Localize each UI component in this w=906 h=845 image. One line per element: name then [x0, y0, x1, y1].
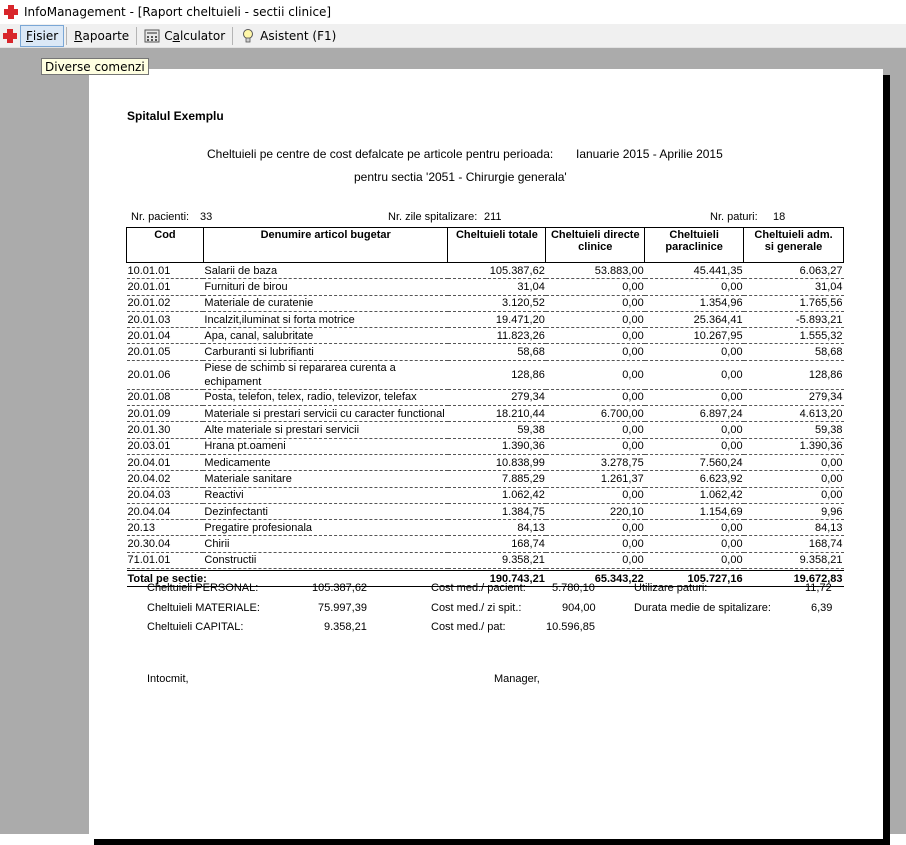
manager-label: Manager, [494, 673, 540, 685]
cell-den: Alte materiale si prestari servicii [203, 422, 448, 438]
cell-tot: 7.885,29 [448, 471, 546, 487]
cell-adm: -5.893,21 [744, 311, 844, 327]
cell-cod: 20.03.01 [127, 438, 204, 454]
table-row [127, 344, 844, 360]
lightbulb-icon [240, 28, 256, 44]
cell-den: Materiale sanitare [203, 471, 448, 487]
calculator-button[interactable]: C a lculator [139, 25, 230, 47]
cell-par: 6.897,24 [645, 406, 744, 422]
cell-den: Dezinfectanti [203, 503, 448, 519]
utilizare-value: 11,72 [805, 582, 832, 594]
calculator-icon [144, 28, 160, 44]
total-adm: 19.672,83 [744, 571, 844, 587]
intocmit-label: Intocmit, [147, 673, 189, 685]
total-dir: 65.343,22 [546, 571, 645, 587]
fisier-menu[interactable]: F isier [20, 25, 64, 47]
cell-par: 7.560,24 [645, 454, 744, 470]
cell-tot: 128,86 [448, 360, 546, 389]
table-row [127, 438, 844, 454]
cell-par: 0,00 [645, 536, 744, 552]
cell-par: 1.154,69 [645, 503, 744, 519]
cell-dir: 0,00 [546, 422, 645, 438]
cell-adm: 84,13 [744, 520, 844, 536]
total-tot: 190.743,21 [448, 571, 546, 587]
capital-label: Cheltuieli CAPITAL: [147, 621, 244, 633]
cell-adm: 279,34 [744, 389, 844, 405]
cell-tot: 58,68 [448, 344, 546, 360]
table-row [127, 279, 844, 295]
col-totale: Cheltuieli totale [448, 228, 546, 263]
tooltip: Diverse comenzi [41, 58, 149, 75]
app-cross-icon [2, 3, 20, 21]
materiale-label: Cheltuieli MATERIALE: [147, 602, 260, 614]
cost-pacient-label: Cost med./ pacient: [431, 582, 526, 594]
cell-cod: 71.01.01 [127, 552, 204, 568]
paturi-label: Nr. paturi: [710, 211, 758, 223]
table-row [127, 552, 844, 568]
cell-den: Furnituri de birou [203, 279, 448, 295]
cell-dir: 0,00 [546, 311, 645, 327]
cell-cod: 20.01.02 [127, 295, 204, 311]
cell-tot: 11.823,26 [448, 328, 546, 344]
table-row [127, 503, 844, 519]
cell-tot: 31,04 [448, 279, 546, 295]
cost-zi-value: 904,00 [562, 602, 596, 614]
cell-cod: 20.01.30 [127, 422, 204, 438]
cost-pat-label: Cost med./ pat: [431, 621, 506, 633]
cell-adm: 9,96 [744, 503, 844, 519]
cell-dir: 0,00 [546, 360, 645, 389]
personal-label: Cheltuieli PERSONAL: [147, 582, 259, 594]
report-subtitle: Cheltuieli pe centre de cost defalcate pe articole pentru perioada: [207, 147, 554, 161]
cell-den: Reactivi [203, 487, 448, 503]
table-header [127, 228, 844, 263]
cell-dir: 0,00 [546, 520, 645, 536]
asistent-button[interactable]: Asistent (F1) [235, 25, 341, 47]
cell-tot: 3.120,52 [448, 295, 546, 311]
cell-par: 1.062,42 [645, 487, 744, 503]
table-row [127, 422, 844, 438]
cell-dir: 3.278,75 [546, 454, 645, 470]
expense-table [126, 227, 844, 587]
table-row [127, 487, 844, 503]
hospital-name: Spitalul Exemplu [127, 109, 224, 123]
col-denumire: Denumire articol bugetar [203, 228, 448, 263]
cell-adm: 4.613,20 [744, 406, 844, 422]
cell-tot: 19.471,20 [448, 311, 546, 327]
cell-par: 0,00 [645, 422, 744, 438]
total-par: 105.727,16 [645, 571, 744, 587]
cell-adm: 0,00 [744, 454, 844, 470]
cell-cod: 20.04.01 [127, 454, 204, 470]
table-row [127, 360, 844, 389]
cell-par: 6.623,92 [645, 471, 744, 487]
cell-cod: 20.01.05 [127, 344, 204, 360]
report-section: pentru sectia '2051 - Chirurgie generala' [354, 170, 567, 184]
cell-den: Materiale de curatenie [203, 295, 448, 311]
cell-tot: 1.062,42 [448, 487, 546, 503]
col-adm: Cheltuieli adm. si generale [744, 228, 844, 263]
cell-dir: 0,00 [546, 295, 645, 311]
pacienti-value: 33 [200, 211, 213, 223]
cell-den: Posta, telefon, telex, radio, televizor, telefax [203, 389, 448, 405]
table-row [127, 520, 844, 536]
rapoarte-menu[interactable]: R apoarte [74, 28, 130, 43]
durata-label: Durata medie de spitalizare: [634, 602, 771, 614]
cell-cod: 20.04.04 [127, 503, 204, 519]
cell-cod: 20.01.06 [127, 360, 204, 389]
cell-dir: 53.883,00 [546, 263, 645, 279]
cell-dir: 0,00 [546, 552, 645, 568]
cell-cod: 20.04.03 [127, 487, 204, 503]
cost-pacient-value: 5.780,10 [552, 582, 595, 594]
cell-par: 0,00 [645, 520, 744, 536]
cell-adm: 0,00 [744, 487, 844, 503]
table-row [127, 311, 844, 327]
total-label: Total pe sectie: [127, 571, 448, 587]
cell-tot: 1.390,36 [448, 438, 546, 454]
cell-tot: 279,34 [448, 389, 546, 405]
cell-adm: 128,86 [744, 360, 844, 389]
cell-cod: 20.04.02 [127, 471, 204, 487]
cell-tot: 18.210,44 [448, 406, 546, 422]
table-row [127, 406, 844, 422]
cell-adm: 1.765,56 [744, 295, 844, 311]
cell-tot: 105.387,62 [448, 263, 546, 279]
cell-cod: 20.01.08 [127, 389, 204, 405]
table-row [127, 389, 844, 405]
cell-adm: 6.063,27 [744, 263, 844, 279]
cell-den: Materiale si prestari servicii cu caracter functional [203, 406, 448, 422]
cell-adm: 58,68 [744, 344, 844, 360]
personal-value: 105.387,62 [312, 582, 368, 594]
cell-adm: 59,38 [744, 422, 844, 438]
table-row [127, 295, 844, 311]
cell-dir: 0,00 [546, 344, 645, 360]
cost-zi-label: Cost med./ zi spit.: [431, 602, 522, 614]
cell-dir: 220,10 [546, 503, 645, 519]
cell-par: 0,00 [645, 360, 744, 389]
cell-tot: 84,13 [448, 520, 546, 536]
window-title: InfoManagement - [Raport cheltuieli - sectii clinice] [24, 5, 332, 19]
cell-dir: 0,00 [546, 389, 645, 405]
cell-par: 0,00 [645, 552, 744, 568]
durata-value: 6,39 [811, 602, 833, 614]
utilizare-label: Utilizare paturi: [634, 582, 708, 594]
cell-cod: 20.30.04 [127, 536, 204, 552]
cell-par: 0,00 [645, 279, 744, 295]
toolbar-separator [66, 27, 67, 45]
cell-tot: 9.358,21 [448, 552, 546, 568]
zile-value: 211 [484, 211, 502, 223]
cell-tot: 10.838,99 [448, 454, 546, 470]
capital-value: 9.358,21 [324, 621, 367, 633]
cell-adm: 1.390,36 [744, 438, 844, 454]
cell-cod: 10.01.01 [127, 263, 204, 279]
table-row [127, 536, 844, 552]
cell-den: Piese de schimb si repararea curenta a echipament [203, 360, 448, 389]
materiale-value: 75.997,39 [318, 602, 367, 614]
table-row [127, 328, 844, 344]
cell-dir: 0,00 [546, 279, 645, 295]
cell-tot: 1.384,75 [448, 503, 546, 519]
cell-dir: 0,00 [546, 438, 645, 454]
cell-den: Constructii [203, 552, 448, 568]
cell-par: 0,00 [645, 438, 744, 454]
cell-den: Incalzit,iluminat si forta motrice [203, 311, 448, 327]
cell-dir: 0,00 [546, 487, 645, 503]
cell-den: Chirii [203, 536, 448, 552]
cell-par: 0,00 [645, 344, 744, 360]
cell-dir: 0,00 [546, 536, 645, 552]
cell-cod: 20.01.03 [127, 311, 204, 327]
cell-par: 10.267,95 [645, 328, 744, 344]
cell-par: 1.354,96 [645, 295, 744, 311]
cell-par: 45.441,35 [645, 263, 744, 279]
table-row [127, 454, 844, 470]
cell-cod: 20.01.09 [127, 406, 204, 422]
pacienti-label: Nr. pacienti: [131, 211, 190, 223]
cell-cod: 20.01.04 [127, 328, 204, 344]
title-bar [0, 0, 906, 24]
paturi-value: 18 [773, 211, 786, 223]
cell-cod: 20.13 [127, 520, 204, 536]
table-row [127, 263, 844, 279]
cell-par: 25.364,41 [645, 311, 744, 327]
cell-par: 0,00 [645, 389, 744, 405]
cell-adm: 1.555,32 [744, 328, 844, 344]
cell-cod: 20.01.01 [127, 279, 204, 295]
cell-den: Hrana pt.oameni [203, 438, 448, 454]
cell-adm: 31,04 [744, 279, 844, 295]
table-row [127, 471, 844, 487]
cell-den: Medicamente [203, 454, 448, 470]
cell-adm: 0,00 [744, 471, 844, 487]
cell-den: Apa, canal, salubritate [203, 328, 448, 344]
cell-tot: 59,38 [448, 422, 546, 438]
cell-tot: 168,74 [448, 536, 546, 552]
cell-den: Pregatire profesionala [203, 520, 448, 536]
cross-menu-icon [2, 28, 18, 44]
report-period: Ianuarie 2015 - Aprilie 2015 [576, 147, 723, 161]
cell-dir: 0,00 [546, 328, 645, 344]
menu-toolbar [0, 24, 906, 48]
cell-den: Salarii de baza [203, 263, 448, 279]
cell-den: Carburanti si lubrifianti [203, 344, 448, 360]
toolbar-separator [232, 27, 233, 45]
col-paraclinice: Cheltuieli paraclinice [645, 228, 744, 263]
cell-adm: 9.358,21 [744, 552, 844, 568]
cost-pat-value: 10.596,85 [546, 621, 595, 633]
cell-dir: 1.261,37 [546, 471, 645, 487]
cell-adm: 168,74 [744, 536, 844, 552]
col-cod: Cod [127, 228, 204, 263]
toolbar-separator [136, 27, 137, 45]
zile-label: Nr. zile spitalizare: [388, 211, 478, 223]
cell-dir: 6.700,00 [546, 406, 645, 422]
col-directe: Cheltuieli directe clinice [546, 228, 645, 263]
